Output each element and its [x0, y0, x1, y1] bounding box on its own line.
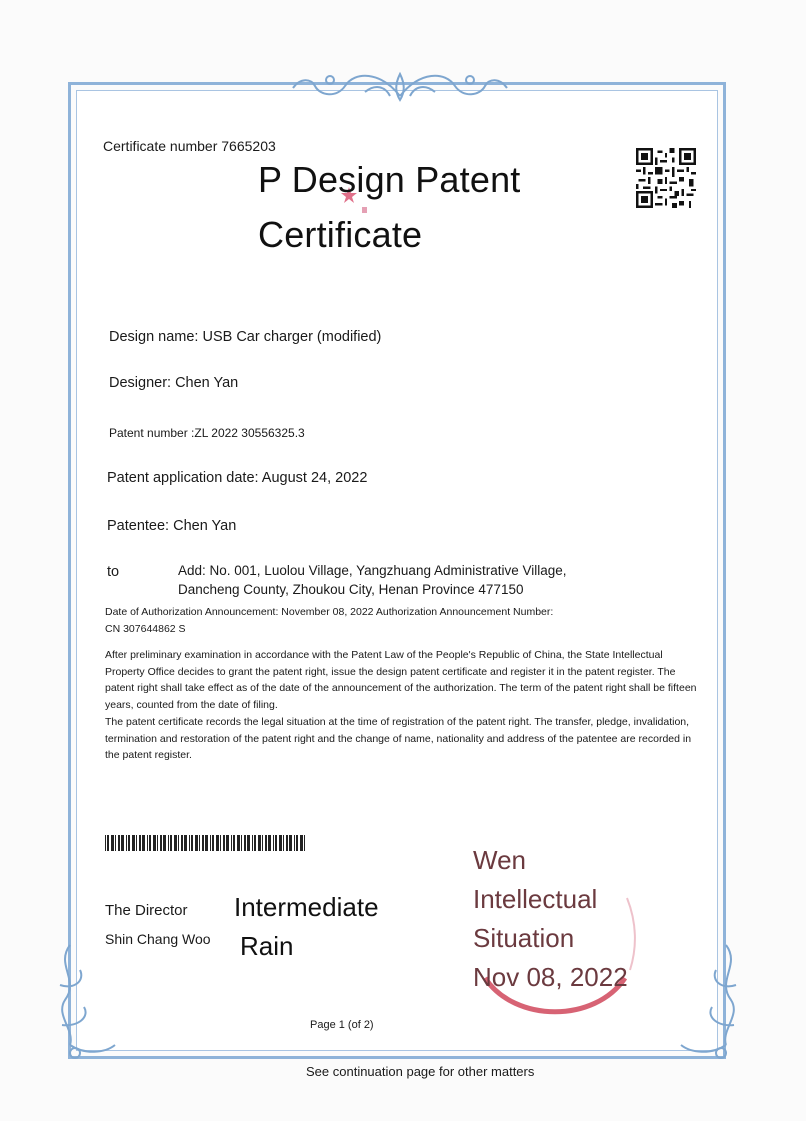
patent-number: Patent number :ZL 2022 30556325.3	[109, 426, 305, 440]
director-name: Shin Chang Woo	[105, 931, 211, 947]
certificate-title-line2: Certificate	[258, 214, 423, 255]
patentee: Patentee: Chen Yan	[107, 518, 237, 534]
seal-text-line2: Intellectual	[473, 884, 598, 914]
seal-text-line4: Nov 08, 2022	[473, 962, 628, 992]
design-name: Design name: USB Car charger (modified)	[109, 329, 382, 345]
seal-text-line1: Wen	[473, 845, 526, 875]
top-ornament-icon	[285, 66, 515, 106]
authorization-line2: CN 307644862 S	[105, 623, 186, 635]
barcode-icon	[105, 835, 307, 851]
seal-text-line3: Situation	[473, 923, 575, 953]
signature-overlay-line2: Rain	[240, 931, 294, 961]
designer: Designer: Chen Yan	[109, 375, 239, 391]
bottom-left-ornament-icon	[50, 935, 120, 1065]
address-line1: Add: No. 001, Luolou Village, Yangzhuang Administrative Village,	[178, 563, 567, 578]
application-date: Patent application date: August 24, 2022	[107, 470, 368, 486]
authorization-line1: Date of Authorization Announcement: November 08, 2022 Authorization Announcement Number:	[105, 606, 554, 618]
qr-code-icon	[636, 148, 696, 208]
body-paragraph-grant: After preliminary examination in accordance with the Patent Law of the People's Republic of China, the State Intellectual Property Office decides to grant the patent right, issue the design patent certificate and register it in the patent register. The patent right shall take effect as of the date of the announcement of the authorization. The term of the patent right shall be fifteen years, counted from the date of filing.	[105, 649, 697, 711]
body-paragraph-records: The patent certificate records the legal situation at the time of registration of the patent right. The transfer, pledge, invalidation, termination and restoration of the patent right and the change of name, nationality and address of the patentee are recorded in the patent register.	[105, 716, 692, 761]
continuation-note: See continuation page for other matters	[306, 1064, 535, 1079]
to-label: to	[107, 564, 120, 580]
page-indicator: Page 1 (of 2)	[310, 1019, 374, 1031]
certificate-title-line1: P Design Patent	[258, 159, 521, 200]
address-line2: Dancheng County, Zhoukou City, Henan Province 477150	[178, 582, 524, 597]
director-role: The Director	[105, 902, 188, 919]
signature-overlay-line1: Intermediate	[234, 892, 379, 922]
certificate-number: Certificate number 7665203	[103, 138, 276, 154]
bottom-right-ornament-icon	[676, 935, 746, 1065]
